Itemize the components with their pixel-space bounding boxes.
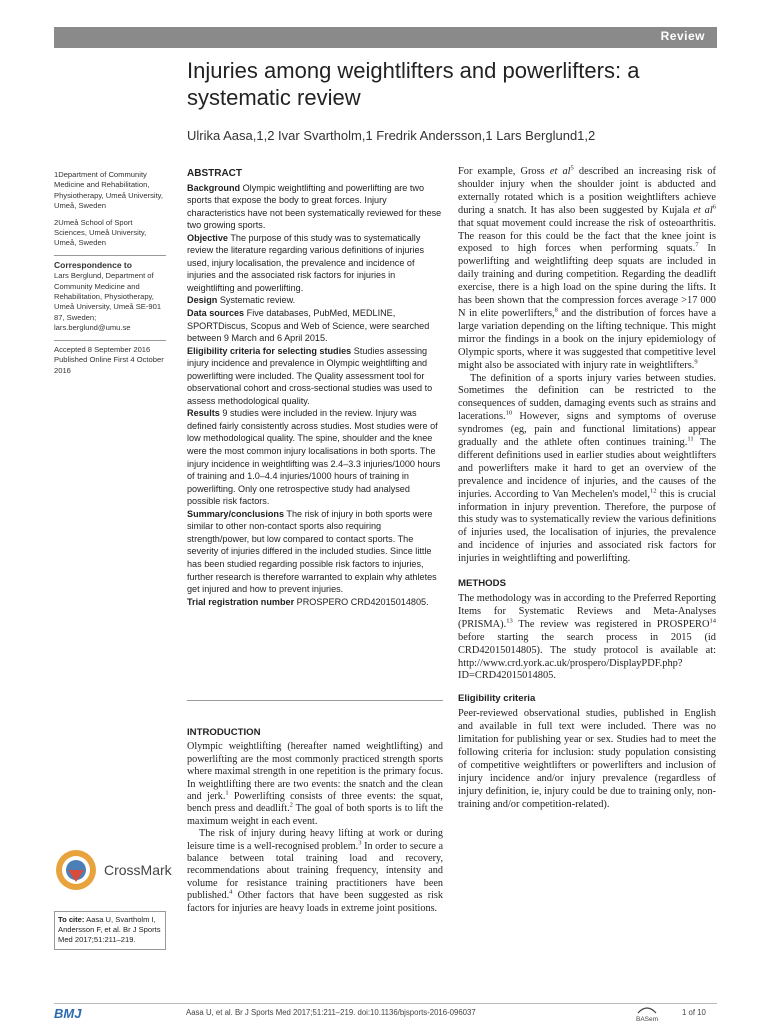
basem-logo bbox=[636, 1005, 658, 1023]
ref-link[interactable]: 7 bbox=[695, 241, 699, 249]
abstract-heading: ABSTRACT bbox=[187, 168, 242, 179]
ref-link[interactable]: 5 bbox=[570, 164, 574, 172]
abstract-objective: Objective The purpose of this study was to systematically review the literature regarding various definitions of injuries used, injury localisation, the prevalence and incidence of injuries and the associated risk factors for injuries in weightlifting and powerlifting. bbox=[187, 232, 425, 293]
citation-box bbox=[54, 911, 166, 950]
sidebar-info bbox=[54, 170, 166, 382]
ref-link[interactable]: 12 bbox=[650, 487, 657, 495]
affiliation-2: 2Umeå School of Sport Sciences, Umeå University, Umeå, Sweden bbox=[54, 217, 147, 248]
author-list: Ulrika Aasa,1,2 Ivar Svartholm,1 Fredrik Andersson,1 Lars Berglund1,2 bbox=[187, 128, 596, 143]
introduction-heading: INTRODUCTION bbox=[187, 727, 261, 738]
published-date: Published Online First 4 October 2016 bbox=[54, 355, 164, 375]
intro-paragraph-1: Olympic weightlifting (hereafter named weightlifting) and powerlifting are the most commonly practiced strength sports where maximal strength in one repetition is the primary focus. In weightlifting there are two events: the snatch and the clean and jerk.$^1$ Powerlifting consists of three events: the squat, bench press and deadlift.$^2$ The goal of both sports is to lift the maximum weight in each event. bbox=[187, 741, 443, 827]
ref-link[interactable]: 9 bbox=[694, 358, 698, 366]
section-label: Review bbox=[660, 29, 705, 43]
ref-link[interactable]: 1 bbox=[225, 789, 229, 797]
crossmark-label: CrossMark bbox=[104, 862, 172, 878]
cite-label: To cite: bbox=[58, 915, 85, 924]
right-column bbox=[458, 166, 716, 812]
correspondence-text: Lars Berglund, Department of Community Medicine and Rehabilitation, Physiotherapy, Umeå University, Umeå SE-901 87, Sweden; lars.berglund@umu.se bbox=[54, 271, 162, 333]
abstract-eligibility: Eligibility criteria for selecting studies Studies assessing injury incidence and prevalence in Olympic weightlifting and powerlifting were included. The Quality assessment tool for observational cohort and cross-sectional studies was used to assess methodological quality. bbox=[187, 345, 433, 406]
basem-label: BASem bbox=[636, 1016, 659, 1023]
ref-link[interactable]: 13 bbox=[506, 617, 513, 625]
introduction-section bbox=[187, 727, 443, 915]
accepted-date: Accepted 8 September 2016 bbox=[54, 344, 151, 354]
abstract-results: Results 9 studies were included in the review. Injury was defined fairly consistently across studies. Most studies were of low methodological quality. The spine, shoulder and the knee were the most common injury localisations in both sports. The injury incidence in weightlifting was 2.4–3.3 injuries/1000 hours of training and 1.0–4.4 injuries/1000 hours of training in powerlifting. Only one retrospective study had analysed possible risk factors. bbox=[187, 408, 441, 507]
section-banner bbox=[54, 27, 717, 48]
abstract-sources: Data sources Five databases, PubMed, MEDLINE, SPORTDiscus, Scopus and Web of Science, were searched between 9 March and 6 April 2015. bbox=[187, 308, 430, 344]
intro-paragraph-2: The risk of injury during heavy lifting at work or during leisure time is a well-recognised problem.$^3$ In order to secure a balance between total training load and recovery, recommendations about training frequency, intensity and volume for resistance training practitioners have been published.$^4$ Other factors that have been suggested as risk factors for injuries are heavy loads in extreme joint positions. bbox=[187, 828, 443, 914]
footer-divider bbox=[54, 1003, 717, 1004]
basem-icon bbox=[637, 1005, 657, 1014]
right-paragraph-2: The definition of a sports injury varies between studies. Sometimes the definition can be restricted to the consequences of sudden, damaging events such as strains and lacerations.$^{10}$ However, signs and symptoms of overuse syndromes (eg, pain and functional limitations) appear gradually and the athlete often continues training.$^{11}$ The different definitions used in earlier studies about weightlifters and powerlifters make it hard to get an overview of the prevalence and incidence of injuries, and the causes of the injuries. According to Van Mechelen's model,$^{12}$ this is crucial information in injury prevention. Therefore, the purpose of this study was to systematically review the various definitions of injuries used, the localisation of injuries, the prevalence and incidence of injuries and associated risk factors for injuries in weightlifting and powerlifting. bbox=[458, 372, 716, 565]
eligibility-heading: Eligibility criteria bbox=[458, 693, 536, 705]
ref-link[interactable]: 8 bbox=[554, 306, 558, 314]
right-paragraph-1: For example, Gross et $al^5$ described an increasing risk of shoulder injury when the shoulder joint is abducted and externally rotated which is a position weightlifters achieve during a snatch. It has also been suggested by Kujala et $al^6$ that squat movement could increase the risk of osteoarthritis. The reason for this could be the fact that the knee joint is exposed to high forces when performing squats.$^7$ In powerlifting and weightlifting deep squats are included in daily training and during competition. Regarding the deadlift exercise, there is a high load on the spine during the lifts. It has been shown that the compression forces average >17 000 N in elite powerlifters,$^8$ and the distribution of forces have a large variation depending on the lifting technique. This might mirror the findings in a book on the injury epidemiology of Olympic sports, where it was suggested that competitive level might also be associated with injury rate in weightlifters.$^9$ bbox=[458, 164, 716, 371]
abstract-summary: Summary/conclusions The risk of injury in both sports were similar to other non-contact sports also requiring strength/power, but low compared to contact sports. The severity of injuries differed in the included studies. Since little has been studied regarding possible risk factors to injuries, further research is therefore warranted to explain why athletes get injured and how to prevent injuries. bbox=[187, 508, 437, 595]
abstract-divider bbox=[187, 700, 443, 701]
ref-link[interactable]: 6 bbox=[712, 203, 716, 211]
methods-heading: METHODS bbox=[458, 578, 506, 590]
ref-link[interactable]: 4 bbox=[229, 888, 233, 896]
abstract bbox=[187, 168, 443, 608]
divider bbox=[54, 340, 166, 341]
cite-text: Aasa U, Svartholm I, Andersson F, et al. Br J Sports Med 2017;51:211–219. bbox=[58, 915, 161, 945]
ref-link[interactable]: 3 bbox=[358, 839, 362, 847]
methods-paragraph: The methodology was in according to the Preferred Reporting Items for Systematic Reviews and Meta-Analyses (PRISMA).$^{13}$ The review was registered in PROSPERO$^{14}$ before starting the search process in 2015 (id CRD42015014805). The study protocol is available at: http://www.crd.york.ac.uk/prospero/DisplayPDF.php?ID=CRD42015014805. bbox=[458, 593, 716, 682]
ref-link[interactable]: 10 bbox=[505, 409, 513, 417]
correspondence-heading: Correspondence to bbox=[54, 259, 132, 270]
footer-citation: Aasa U, et al. Br J Sports Med 2017;51:211–219. doi:10.1136/bjsports-2016-096037 bbox=[186, 1008, 476, 1017]
affiliation-1: 1Department of Community Medicine and Rehabilitation, Physiotherapy, Umeå University, Umeå, Sweden bbox=[54, 170, 164, 211]
eligibility-paragraph: Peer-reviewed observational studies, published in English and available in full text were included. There was no limitation for publishing year or sex. Studies had to meet the following criteria for inclusion: study population consisting of competitive weightlifters or powerlifters and inclusion of injury incidence and/or injury prevalence (regardless of injury definition, ie, injury could be due to training only, non-training and/or competition-related). bbox=[458, 708, 716, 810]
ref-link[interactable]: 11 bbox=[687, 435, 694, 443]
page-number: 1 of 10 bbox=[682, 1008, 706, 1017]
bmj-logo: BMJ bbox=[54, 1006, 82, 1021]
abstract-trial: Trial registration number PROSPERO CRD42015014805. bbox=[187, 596, 429, 607]
article-title: Injuries among weightlifters and powerlifters: a systematic review bbox=[187, 58, 640, 110]
ref-link[interactable]: 14 bbox=[709, 617, 716, 625]
divider bbox=[54, 255, 166, 256]
ref-link[interactable]: 2 bbox=[289, 802, 293, 810]
crossmark-badge[interactable] bbox=[54, 848, 174, 894]
abstract-background: Background Olympic weightlifting and powerlifting are two sports that expose the body to great forces. Injury characteristics have not been systematically reviewed for these two growing sports. bbox=[187, 182, 442, 231]
crossmark-icon bbox=[54, 848, 98, 892]
abstract-design: Design Systematic review. bbox=[187, 295, 296, 306]
